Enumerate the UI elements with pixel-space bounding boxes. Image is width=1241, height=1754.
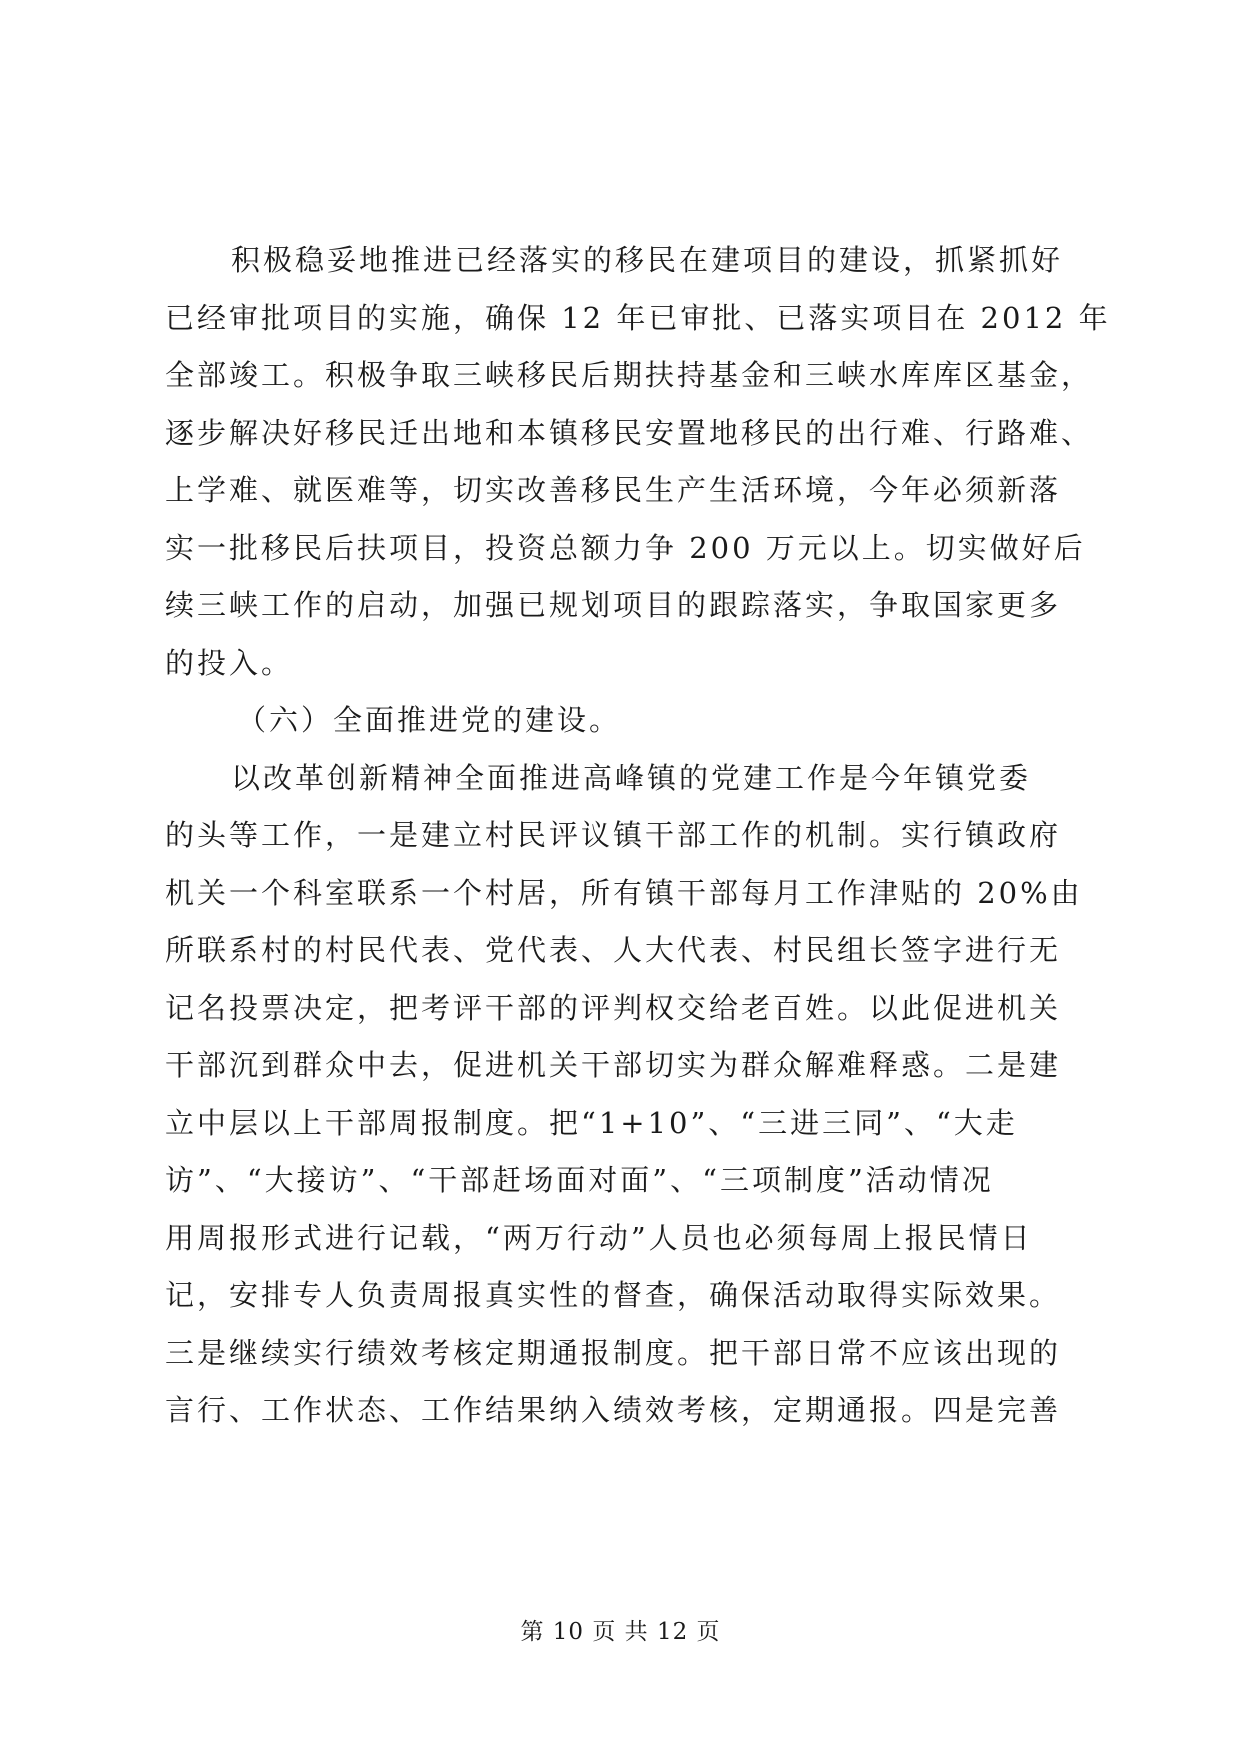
text-line: 的头等工作，一是建立村民评议镇干部工作的机制。实行镇政府: [165, 818, 1062, 852]
text-line: 三是继续实行绩效考核定期通报制度。把干部日常不应该出现的: [165, 1335, 1062, 1370]
text-line: 续三峡工作的启动，加强已规划项目的跟踪落实，争取国家更多: [165, 588, 1062, 622]
text-line: 全部竣工。积极争取三峡移民后期扶持基金和三峡水库库区基金，: [165, 358, 1094, 392]
text-line: 以改革创新精神全面推进高峰镇的党建工作是今年镇党委: [231, 760, 1032, 795]
text-line: 积极稳妥地推进已经落实的移民在建项目的建设，抓紧抓好: [231, 243, 1064, 277]
text-line: 实一批移民后扶项目，投资总额力争 200 万元以上。切实做好后: [165, 530, 1086, 565]
text-line: 已经审批项目的实施，确保 12 年已审批、已落实项目在 2012 年: [165, 300, 1111, 335]
text-line: 记名投票决定，把考评干部的评判权交给老百姓。以此促进机关: [165, 990, 1062, 1025]
page-number-footer: 第 10 页 共 12 页: [520, 1619, 721, 1645]
text-line: 用周报形式进行记载，“两万行动”人员也必须每周上报民情日: [165, 1220, 1033, 1255]
text-line: 干部沉到群众中去，促进机关干部切实为群众解难释惑。二是建: [165, 1048, 1062, 1082]
text-line: 言行、工作状态、工作结果纳入绩效考核，定期通报。四是完善: [165, 1393, 1062, 1427]
text-line: 逐步解决好移民迁出地和本镇移民安置地移民的出行难、行路难、: [165, 415, 1094, 450]
text-line: 访”、“大接访”、“干部赶场面对面”、“三项制度”活动情况: [165, 1163, 994, 1197]
text-line: 记，安排专人负责周报真实性的督查，确保活动取得实际效果。: [165, 1278, 1062, 1312]
body-text: [165, 232, 1111, 1440]
text-line: 立中层以上干部周报制度。把“1+10”、“三进三同”、“大走: [165, 1105, 1018, 1140]
text-line: 上学难、就医难等，切实改善移民生产生活环境，今年必须新落: [165, 473, 1062, 507]
text-line: 的投入。: [165, 645, 294, 680]
text-line: 所联系村的村民代表、党代表、人大代表、村民组长签字进行无: [165, 933, 1062, 967]
text-line: 机关一个科室联系一个村居，所有镇干部每月工作津贴的 20%由: [165, 875, 1083, 910]
section-heading: （六）全面推进党的建设。: [237, 703, 622, 737]
